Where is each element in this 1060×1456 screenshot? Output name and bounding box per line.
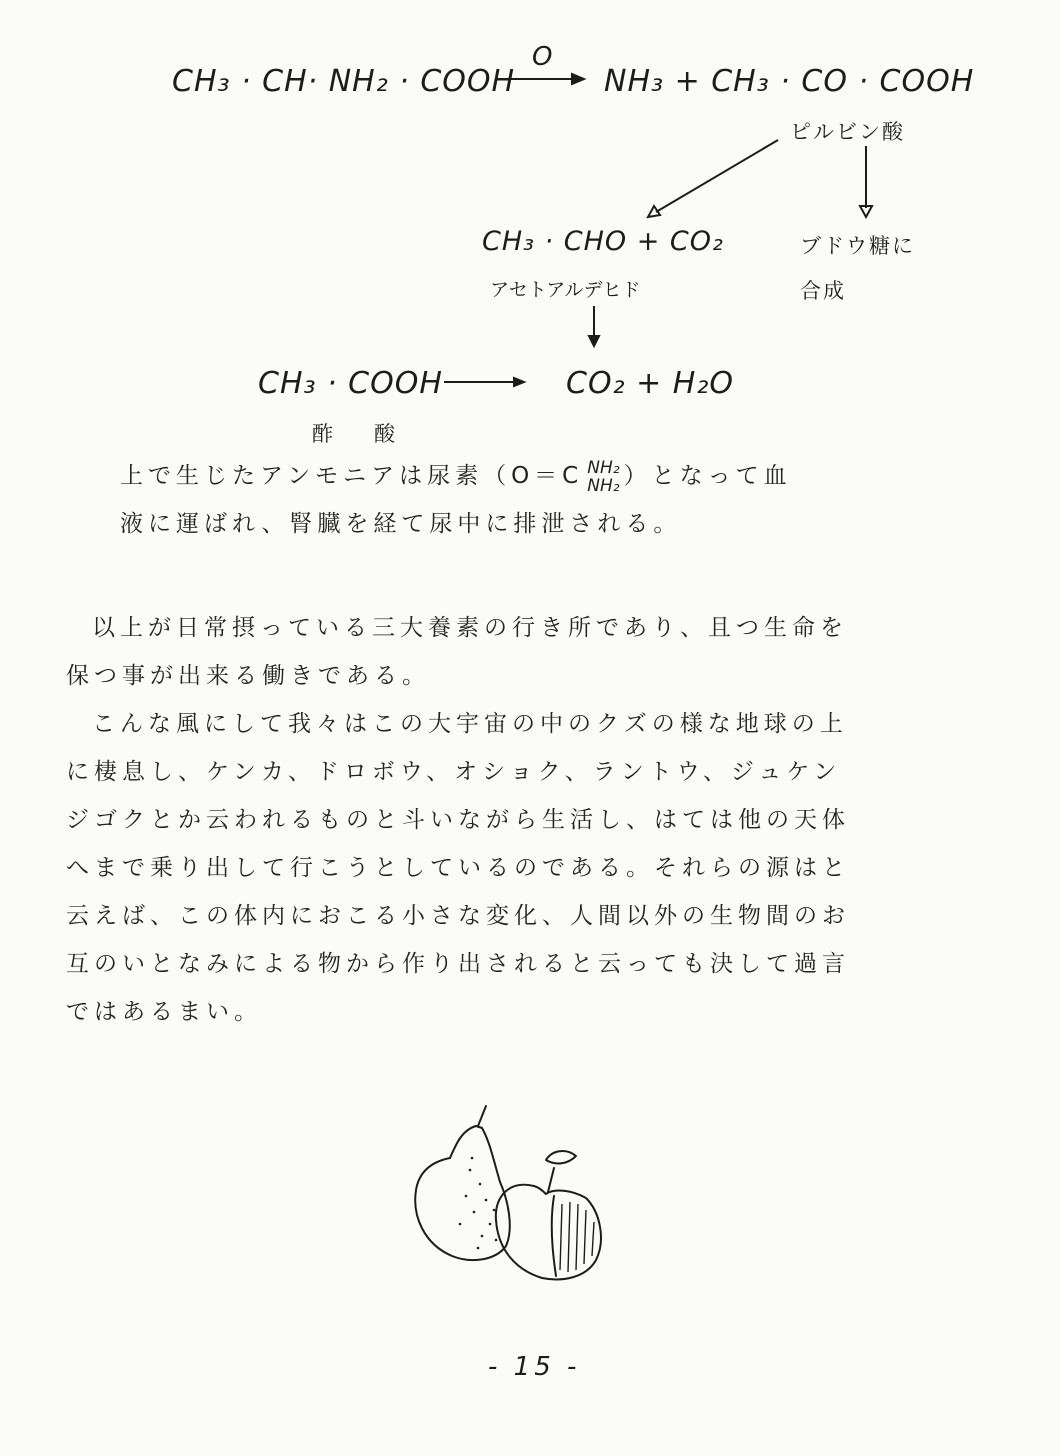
urea-line-2: 液に運ばれ、腎臓を経て尿中に排泄される。 [120,511,682,537]
urea-line-1: 上で生じたアンモニアは尿素（O＝C NH₂ NH₂ ）となって血 [120,457,792,496]
alanine-formula: CH₃ · CH· NH₂ · COOH [172,64,516,99]
oxidation-arrowhead [572,74,584,84]
glucose-synthesis-line2: 合成 [800,279,846,303]
body-paragraph-1 [66,604,848,700]
paragraph-2-line-4: へまで乗り出して行こうとしているのである。それらの源はと [66,855,850,881]
paragraph-2-line-5: 云えば、この体内におこる小さな変化、人間以外の生物間のお [66,903,850,929]
paragraph-2-line-3: ジゴクとか云われるものと斗いながら生活し、はては他の天体 [66,807,850,833]
acetic-acid-arrowhead [514,378,524,386]
paragraph-1-line-2: 保つ事が出来る働きである。 [66,663,430,689]
paragraph-2-line-6: 互のいとなみによる物から作り出されると云っても決して過言 [66,951,850,977]
pyruvate-to-acetaldehyde-arrowhead [648,206,660,217]
body-paragraph-2 [66,700,850,1036]
acetaldehyde-label: アセトアルデヒド [490,279,641,301]
oxidant-label: O [532,42,553,72]
pear-and-apple-sketch-icon [390,1100,650,1300]
acetic-acid-formula: CH₃ · COOH [258,366,443,401]
urea-paragraph [120,452,792,548]
paragraph-2-line-7: ではあるまい。 [66,999,262,1025]
paragraph-2-line-1: こんな風にして我々はこの大宇宙の中のクズの様な地球の上 [92,711,848,737]
acetaldehyde-co2-formula: CH₃ · CHO + CO₂ [482,226,724,257]
final-products-formula: CO₂ + H₂O [566,366,734,401]
paragraph-1-line-1: 以上が日常摂っている三大養素の行き所であり、且つ生命を [92,615,848,641]
acetaldehyde-down-arrowhead [589,336,599,346]
pyruvate-to-acetaldehyde-arrow [656,140,778,212]
glucose-synthesis-line1: ブドウ糖に [800,234,915,258]
acetic-acid-label: 酢 酸 [312,422,405,446]
deamination-products: NH₃ + CH₃ · CO · COOH [604,64,975,99]
page-number: - 15 - [488,1352,581,1382]
paragraph-2-line-2: に棲息し、ケンカ、ドロボウ、オショク、ラントウ、ジュケン [66,759,842,785]
pyruvic-acid-label: ピルビン酸 [790,120,905,144]
urea-nh2-stack: NH₂ NH₂ [587,457,620,496]
